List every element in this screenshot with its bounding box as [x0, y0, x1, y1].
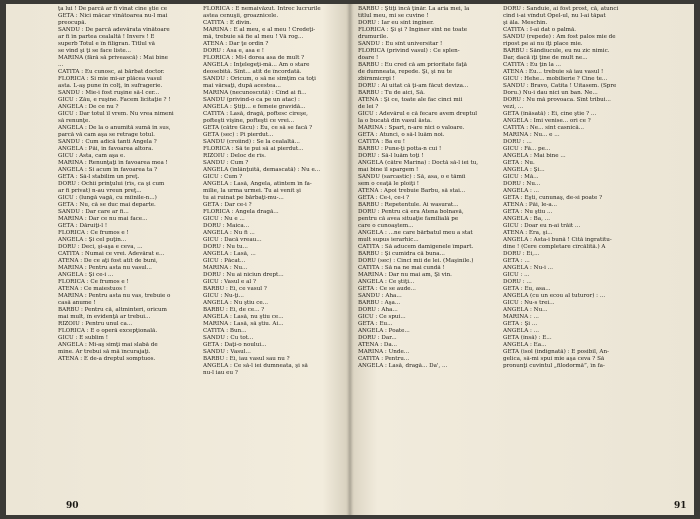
- text-line: BARBU : Pentru că, altminteri, oricum: [58, 307, 167, 313]
- text-line: GICU : Păcat...: [203, 258, 246, 264]
- text-line: drumurile.: [358, 34, 389, 40]
- text-line: DORU : Nu...: [503, 181, 541, 187]
- text-line: GICU : Ce spui...: [358, 314, 406, 320]
- text-line: FLORICA : Să te pui să ai pierdut...: [203, 146, 304, 152]
- text-line: GETA : Dăruiţi-l !: [58, 223, 108, 229]
- text-line: FLORICA : E o operă excepţională.: [58, 328, 158, 334]
- text-line: CATITA : Pentru...: [358, 356, 410, 362]
- text-line: MARINA : Renunţaţi în favoarea mea !: [58, 160, 168, 166]
- text-line: BARBU : Ei, ce vasul ?: [203, 286, 267, 292]
- text-line: ATENA : Apoi trebuie Barbu, să stai...: [358, 188, 466, 194]
- text-line: CATITA : Ba eu !: [358, 139, 406, 145]
- text-line: ripost pe ai nu îţi place mie.: [503, 41, 583, 47]
- text-line: RIZOIU : Deloc de rîs.: [203, 153, 266, 159]
- text-line: ANGELA : De la o anumită sumă în sus,: [58, 125, 171, 131]
- text-line: BARBU : Săndiucule, eu nu zic nimic.: [503, 48, 610, 54]
- text-line: DORU : ...: [503, 139, 532, 145]
- text-line: CATITA : Să aducem damigenele împart.: [358, 244, 474, 250]
- text-line: DORU : Dar...: [358, 335, 397, 341]
- text-line: DORU : Ai uitat că ţi-am făcut deviza...: [358, 83, 469, 89]
- text-line: BARBU : Repetentule. Ai wasurat...: [358, 202, 459, 208]
- text-line: ANGELA : Nu-i ...: [503, 265, 553, 271]
- text-line: ANGELA : Asta-i bună ! Cită ingratitu-: [503, 237, 612, 243]
- text-line: ANGELA : Poate...: [358, 328, 410, 334]
- text-line: GICU : Asta, cam aşa e.: [58, 153, 126, 159]
- text-line: mult supus ierarhic...: [358, 237, 419, 243]
- text-line: GETA (însă) : E...: [503, 335, 552, 341]
- book-gutter: [346, 4, 354, 515]
- text-line: DORU : Asa e, asa e !: [203, 48, 264, 54]
- text-line: ANGELA : Ce ştiţi...: [358, 279, 415, 285]
- text-line: ATENA : Păi, le-a...: [503, 202, 558, 208]
- text-line: FLORICA : E nemaivăzut. Întrec lucrurile: [203, 6, 321, 12]
- text-line: CATITA : Bun...: [203, 328, 247, 334]
- text-line: mai vărsaţi, după acestea...: [203, 83, 281, 89]
- text-line: ANGELA : Ce să-l iei dumneata, şi să: [203, 363, 308, 369]
- text-line: FLORICA : Angela dragă...: [203, 209, 279, 215]
- text-line: FLORICA (privind vasul) : Ce splen-: [358, 48, 460, 54]
- text-line: mai mult, în evidenţă ar trebui...: [58, 314, 151, 320]
- text-line: SANDU : Mie-i fost ruşine să-l cer...: [58, 90, 160, 96]
- text-line: de lei ?: [358, 104, 379, 110]
- text-line: GICU : Zău, e ruşine. Facem licitaţie ? !: [58, 97, 171, 103]
- right-page-number: 91: [674, 501, 687, 511]
- text-line: ATENA : Ce maiestuos !: [58, 286, 127, 292]
- text-line: GETA (sec) : Pi pierdut...: [203, 132, 274, 138]
- text-line: ATENA : De ce aţi fost atît de buni,: [58, 258, 158, 264]
- text-line: FLORICA : Ce frumos e !: [58, 230, 129, 236]
- text-line: GETA : Atunci, o să-l luăm noi.: [358, 132, 445, 138]
- text-line: milie, la urma urmei. Tu ai venit şi: [203, 188, 301, 194]
- text-line: GICU : Dar totul îl vrem. Nu vrea nimeni: [58, 111, 174, 117]
- text-line: CATITA : Ne... sînt casnică...: [503, 125, 584, 131]
- left-page-number: 90: [66, 501, 79, 511]
- text-line: GICU : Mă...: [503, 174, 539, 180]
- text-line: MARINA : Pentru asta nu vas, trebuie o: [58, 293, 171, 299]
- text-line: DORU : Ei,...: [503, 251, 540, 257]
- text-line: ATENA : Dar ţe ordin ?: [203, 41, 269, 47]
- text-line: tu ai ruinat pe bărbaţi-mu-...: [203, 195, 284, 201]
- text-line: SANDU (sarcastic) : Să, asa, o e tămîi: [358, 174, 466, 180]
- text-line: SANDU (croiind) : Se la cealaltă...: [203, 139, 300, 145]
- text-line: zbîrnmicrgi !: [358, 76, 395, 82]
- text-line: MARINA : E al meu, e al meu ! Credeţi-: [203, 27, 316, 33]
- text-line: mă, trebuie să fie al meu ! Vă rog...: [203, 34, 304, 40]
- text-line: DORU : Maica...: [203, 223, 250, 229]
- text-line: ANGELA : De ce nu ?: [58, 104, 119, 110]
- text-line: care o cunoaştem...: [358, 223, 414, 229]
- text-line: BARBU : Ei, iau vasul sau nu ?: [203, 356, 290, 362]
- text-line: MARINA : Dar nu mai am, Şi vin.: [358, 272, 452, 278]
- text-line: DORU : Aha...: [358, 307, 398, 313]
- text-line: ...: [58, 62, 64, 68]
- text-line: preocupă.: [58, 20, 87, 26]
- text-line: FLORICA : Si mie mi-ar plăcea vasul: [58, 76, 162, 82]
- text-line: ANGELA (către Marina) : Doctă să-l iei tu,: [358, 160, 479, 166]
- text-line: GETA : Nu.: [503, 160, 535, 166]
- text-line: ATENA : Da...: [358, 342, 398, 348]
- text-line: MARINA : ...: [503, 314, 539, 320]
- text-line: superb Totul e în filigran. Titlul vă: [58, 41, 156, 47]
- right-page-column-2: [503, 6, 640, 370]
- left-page-column-2: [203, 6, 340, 377]
- text-line: ar fi privat) n-au vreun preţ...: [58, 188, 142, 194]
- text-line: ANGELA : Şi ce-i ...: [58, 272, 114, 278]
- text-line: MARINA : Unde...: [358, 349, 410, 355]
- text-line: GETA : Dar ce-i ?: [203, 202, 252, 208]
- text-line: BARBU : Şi cumidra că buna...: [358, 251, 445, 257]
- text-line: casă anume !: [58, 300, 96, 306]
- text-line: deosebită. Sînt... atît de încordată.: [203, 69, 302, 75]
- text-line: GETA : Nici măcar vînătoarea nu-l mai: [58, 13, 168, 19]
- text-line: MARINA : Nu... e ...: [503, 132, 560, 138]
- text-line: BARBU : Eu cred că am prioritate faţă: [358, 62, 468, 68]
- text-line: GICU : Nu-ţi...: [203, 293, 244, 299]
- text-line: ANGELA : Nu ştiu ce...: [203, 300, 269, 306]
- text-line: GICU : Fă... pe...: [503, 146, 551, 152]
- text-line: gelica, să-mi spui mie aşa ceva ? Să: [503, 356, 605, 362]
- text-line: CATITA : I-ai dat o palmă.: [503, 27, 577, 33]
- text-line: ANGELA : Lasă, nu ştiu ce...: [203, 314, 284, 320]
- text-line: RIZOIU : Pentru unul ca...: [58, 321, 133, 327]
- text-line: parcă vă cam aşa se retrage totul.: [58, 132, 155, 138]
- text-line: ANGELA : Păi, în favoarea altora.: [58, 146, 154, 152]
- text-line: CATITA : Să na ne mai cundă !: [358, 265, 445, 271]
- text-line: BARBU : Ei, de ce... ?: [203, 307, 265, 313]
- text-line: DORU : Pentru că era Atena bolnavă,: [358, 209, 464, 215]
- text-line: FLORICA : Mi-l dorea asa de mult ?: [203, 55, 305, 61]
- text-line: DORU : Nu ai niciun drept...: [203, 272, 284, 278]
- text-line: ar fi în partea cealaltă ! Invers ! E: [58, 34, 155, 40]
- text-line: ANGELA : Nu...: [503, 307, 548, 313]
- text-line: GICU : Cum ?: [203, 174, 243, 180]
- text-line: ANGELA : Lasă, Angela, atîntem în fa-: [203, 181, 312, 187]
- text-line: şi ăla. Meschin.: [503, 20, 548, 26]
- text-line: GETA : Daţi-o noului...: [203, 342, 267, 348]
- text-line: ATENA : E de-a dreptul somptuos.: [58, 356, 156, 362]
- text-line: ANGELA : ...: [503, 328, 540, 334]
- text-line: SANDU : Cum adică tanti Angela ?: [58, 139, 157, 145]
- text-line: ANGELA : ...ne care bărbatul meu a stat: [358, 230, 473, 236]
- text-line: la o bucată din vasul ăsta.: [358, 118, 432, 124]
- text-line: GICU : Dacă vreau...: [203, 237, 262, 243]
- text-line: ATENA : Şi ce, toate ale fac cinci mii: [358, 97, 463, 103]
- text-line: Doru.) Nu-i dau nici un ban. Ne...: [503, 90, 598, 96]
- text-line: se vînd şi ţi se face liste...: [58, 48, 132, 54]
- text-line: MARINA (fără să privească) : Mai bine: [58, 55, 168, 61]
- text-line: MARINA (necunoscută) : Cînd ai fi...: [203, 90, 307, 96]
- text-line: MARINA : Lasă, să ştiu. Ai...: [203, 321, 284, 327]
- text-line: MARINA : Spart, n-are nici o valoare.: [358, 125, 465, 131]
- text-line: ANGELA : Si acum în favoarea ta ?: [58, 167, 158, 173]
- text-line: Dar, dacă îţi ţine de mult ne...: [503, 55, 588, 61]
- text-line: SANDU : Dar care ar fi...: [58, 209, 129, 215]
- text-line: SANDU : Aha...: [358, 293, 402, 299]
- text-line: ANGELA : Lasă, ...: [203, 251, 256, 257]
- text-line: SANDU : Oricum, o să ne simţim ca toţi: [203, 76, 316, 82]
- text-line: GETA : Ce se aude...: [358, 286, 416, 292]
- right-page-column-1: [358, 6, 495, 370]
- text-line: mai bine îl spargem !: [358, 167, 419, 173]
- text-line: SANDU : Cu tot...: [203, 335, 254, 341]
- text-line: MARINA : Nu...: [203, 265, 248, 271]
- text-line: pentru că avea situaţie familială pe: [358, 216, 459, 222]
- text-line: GETA : Nu, că se duc mai departe.: [58, 202, 156, 208]
- text-line: ANGELA : Îmi venise... ori ce ?: [503, 118, 591, 124]
- text-line: ţa lui ! De parcă ar fi vînat cine ştie ce: [58, 6, 168, 12]
- text-line: DORU : Nu mă provoaca. Sînt tribui...: [503, 97, 611, 103]
- text-line: vezi, ...: [503, 104, 524, 110]
- text-line: ANGELA : Şi...: [503, 167, 545, 173]
- text-line: GETA : Eu...: [358, 321, 393, 327]
- text-line: ANGELA : Mi-aş simţi mai slabă de: [58, 342, 158, 348]
- text-line: cînd i-ai vîndut Opel-ul, nu l-ai tăpat: [503, 13, 606, 19]
- text-line: mine. Ar trebui să mă încurajaţi.: [58, 349, 151, 355]
- text-line: ANGELA : Ştiţi... e femeie gravidă...: [203, 104, 306, 110]
- book-spread: [6, 4, 694, 515]
- text-line: ANGELA : Mai bine ...: [503, 153, 566, 159]
- text-line: GICU : Hehe... mobilierie ? Cine te...: [503, 76, 608, 82]
- text-line: MARINA : Pentru asta nu vasul...: [58, 265, 152, 271]
- text-line: SANDU : Bravo, Catita ! Uitasem. (Spre: [503, 83, 617, 89]
- text-line: SANDU (repede) : Am fost palos mie de: [503, 34, 616, 40]
- text-line: ANGELA : Nu fi ...: [203, 230, 255, 236]
- text-line: de dumneata, repede. Şi, şi nu te: [358, 69, 453, 75]
- text-line: ANGELA : Şi cel puţin...: [58, 237, 127, 243]
- right-page: [358, 6, 640, 511]
- text-line: asta. L-aş pune în colţ, în sufragerie.: [58, 83, 163, 89]
- text-line: GICU : Doar eu n-ai trăit ...: [503, 223, 581, 229]
- text-line: FLORICA : Ce frumos e !: [58, 279, 129, 285]
- text-line: SANDU : Cum ?: [203, 160, 249, 166]
- text-line: pofteşti vişine, pofteşti ce vrei...: [203, 118, 295, 124]
- text-line: GICU : Nu-s trei...: [503, 300, 555, 306]
- text-line: DORU (sec) : Cinci mii de lei. (Maşinile.): [358, 258, 474, 264]
- text-line: DORU : Să-l luăm toţi !: [358, 153, 424, 159]
- text-line: GICU : Adevărul e că fecare avem dreptul: [358, 111, 478, 117]
- left-page-column-1: [58, 6, 195, 363]
- text-line: SANDU (privind-o ca pe un atac) :: [203, 97, 300, 103]
- text-line: dine ! (Cere completare cîrcălită.) A: [503, 244, 606, 250]
- text-line: BARBU : Ştiţi încă ţinăr. La aria mei, la: [358, 6, 470, 12]
- text-line: pronunţi cuvîntul „filodormă”, în fa-: [503, 363, 605, 369]
- text-line: GETA : ...: [503, 258, 530, 264]
- text-line: ATENA : Era, şi...: [503, 230, 553, 236]
- text-line: GICU : ...: [503, 272, 530, 278]
- text-line: ANGELA (înlănţuită, demascată) : Nu e...: [203, 167, 321, 173]
- text-line: BARBU : Aşa...: [358, 300, 401, 306]
- text-line: DORU : Ochii prinţului (rîs, ca şi cum: [58, 181, 165, 187]
- text-line: ANGELA : Ea...: [503, 342, 547, 348]
- text-line: DORU : Nu tu...: [203, 244, 248, 250]
- text-line: CATITA : Numai ce vrei. Adevărat e...: [58, 251, 165, 257]
- text-line: DORU : Iar eu sînt inginer.: [358, 20, 434, 26]
- text-line: SANDU : Eu sînt universitar !: [358, 41, 443, 47]
- text-line: ATENA : Eu... trebuie să iau vasul !: [503, 69, 604, 75]
- text-line: ANGELA : Înţelegeţi-mă... Am o stare: [203, 62, 310, 68]
- text-line: ANGELA : Ba, ...: [503, 216, 551, 222]
- text-line: GETA (către Gicu) : Eu, ce să se facă ?: [203, 125, 313, 131]
- text-line: DORU : Sanduie, ai fost prost, că, atunci: [503, 6, 619, 12]
- text-line: BARBU : Tu de aici, Să.: [358, 90, 425, 96]
- text-line: DORU : ...: [503, 279, 532, 285]
- text-line: MARINA : Dar ce nu mai face...: [58, 216, 148, 222]
- text-line: titlul meu, mi se cuvine !: [358, 13, 429, 19]
- text-line: GICU : E sublim !: [58, 335, 108, 341]
- text-line: CATITA : Eu ţin la ...: [503, 62, 561, 68]
- text-line: GETA : Nu ştiu ...: [503, 209, 553, 215]
- text-line: ANGELA (cu un ecou al tuturor) : ...: [503, 293, 606, 299]
- text-line: GETA (isol (indignată) : E posibil, An-: [503, 349, 609, 355]
- text-line: GICU : Vasul e al ?: [203, 279, 257, 285]
- text-line: GICU : (lungă vagă, cu mîinile-n...): [58, 195, 157, 201]
- text-line: sem o ceaţă le ploiţi !: [358, 181, 420, 187]
- text-line: CATITA : E divin.: [203, 20, 252, 26]
- text-line: să renunţe.: [58, 118, 91, 124]
- text-line: ANGELA : Lasă, dragă... Da', ...: [358, 363, 448, 369]
- text-line: GETA : Să-l stabilim un preţ.: [58, 174, 140, 180]
- text-line: ANGELA : ...: [503, 188, 540, 194]
- text-line: doare !: [358, 55, 379, 61]
- text-line: GETA : Şi ...: [503, 321, 538, 327]
- left-page: [58, 6, 340, 511]
- text-line: CATITA : Eu cunosc, ai bărbat doctor.: [58, 69, 165, 75]
- text-line: GETA : Eu, asa...: [503, 286, 551, 292]
- text-line: SANDU : De parcă adevărata vînătoare: [58, 27, 170, 33]
- text-line: SANDU : Vasul...: [203, 349, 251, 355]
- text-line: CATITA : Lasă, dragă, poftesc cireşe,: [203, 111, 308, 117]
- text-line: astea cenuşii, groaznicele.: [203, 13, 279, 19]
- text-line: FLORICA : Şi şi ? Inginer sînt ne toate: [358, 27, 468, 33]
- text-line: BARBU : Pune-ţi potta-n cui !: [358, 146, 442, 152]
- text-line: GICU : Nu e ...: [203, 216, 245, 222]
- text-line: GETA (înăsată) : Ei, cine ştie ? ...: [503, 111, 597, 117]
- text-line: GETA : Ce-i, ce-i ?: [358, 195, 410, 201]
- text-line: DORU : Deci, şi-aşa e ceva, ...: [58, 244, 143, 250]
- text-line: nu-l iau eu ?: [203, 370, 238, 376]
- text-line: GETA : Eşti, cununaş, de-si poate ?: [503, 195, 603, 201]
